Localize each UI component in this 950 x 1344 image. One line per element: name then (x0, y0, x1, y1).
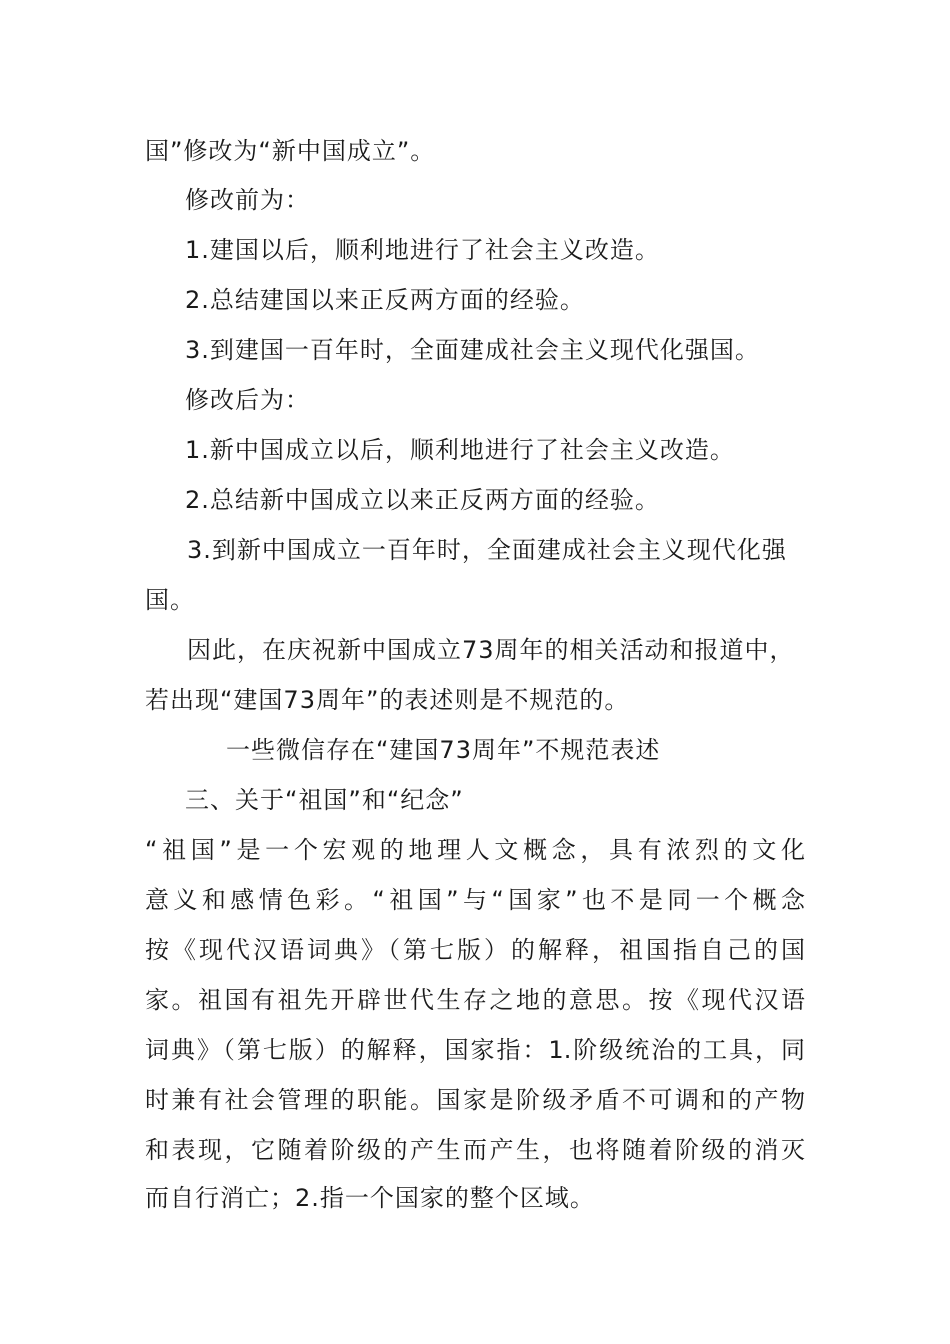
text-line: “祖国”是一个宏观的地理人文概念，具有浓烈的文化 (145, 836, 805, 864)
section-heading: 三、关于“祖国”和“纪念” (185, 786, 464, 814)
text-line: 家。祖国有祖先开辟世代生存之地的意思。按《现代汉语 (145, 986, 805, 1014)
text-line: 3.到建国一百年时，全面建成社会主义现代化强国。 (185, 336, 760, 364)
text-line: 而自行消亡；2.指一个国家的整个区域。 (145, 1184, 595, 1212)
text-line: 因此，在庆祝新中国成立73周年的相关活动和报道中， (187, 636, 795, 664)
text-line: 3.到新中国成立一百年时，全面建成社会主义现代化强 (187, 536, 787, 564)
text-line: 若出现“建国73周年”的表述则是不规范的。 (145, 686, 630, 714)
text-line: 1.建国以后，顺利地进行了社会主义改造。 (185, 236, 660, 264)
text-line: 词典》（第七版）的解释，国家指：1.阶级统治的工具，同 (145, 1036, 805, 1064)
text-line: 国”修改为“新中国成立”。 (145, 137, 436, 165)
text-line: 和表现，它随着阶级的产生而产生，也将随着阶级的消灭 (145, 1136, 805, 1164)
caption-line: 一些微信存在“建国73周年”不规范表述 (226, 736, 661, 764)
text-line: 2.总结建国以来正反两方面的经验。 (185, 286, 585, 314)
text-line: 意义和感情色彩。“祖国”与“国家”也不是同一个概念 (145, 886, 805, 914)
text-line: 按《现代汉语词典》（第七版）的解释，祖国指自己的国 (145, 936, 805, 964)
text-line: 1.新中国成立以后，顺利地进行了社会主义改造。 (185, 436, 735, 464)
text-line: 国。 (145, 586, 195, 614)
text-line: 2.总结新中国成立以来正反两方面的经验。 (185, 486, 660, 514)
text-line: 修改前为： (185, 186, 310, 214)
text-line: 时兼有社会管理的职能。国家是阶级矛盾不可调和的产物 (145, 1086, 805, 1114)
text-line: 修改后为： (185, 386, 310, 414)
